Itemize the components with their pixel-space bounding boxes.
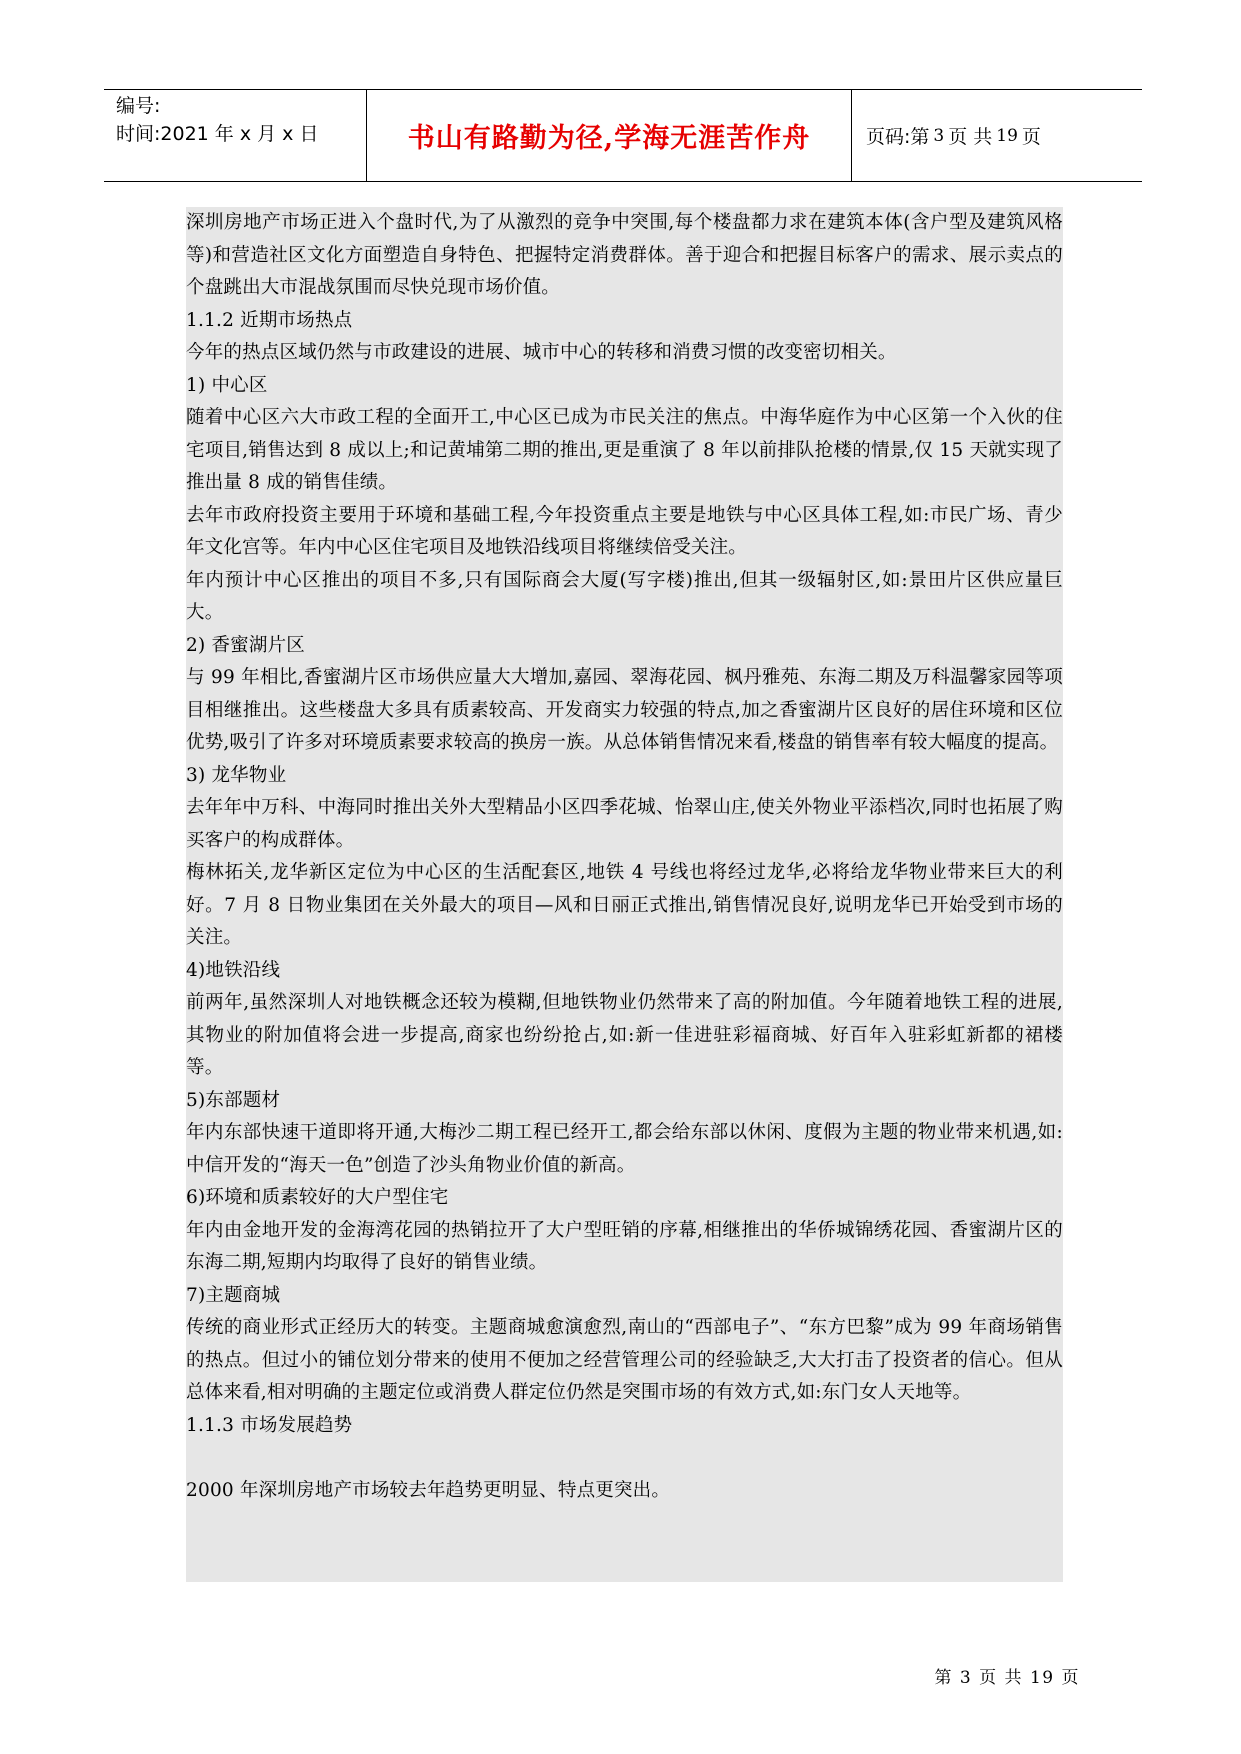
paragraph: 2000 年深圳房地产市场较去年趋势更明显、特点更突出。 [186, 1479, 671, 1501]
document-time-label: 时间:2021 年 x 月 x 日 [116, 123, 319, 145]
section-heading: 1.1.2 近期市场热点 [186, 309, 353, 331]
subsection-heading: 7)主题商城 [186, 1284, 281, 1306]
document-body [186, 207, 1063, 1582]
header-meta [104, 90, 367, 181]
paragraph: 去年年中万科、中海同时推出关外大型精品小区四季花城、怡翠山庄,使关外物业平添档次,同时也拓展了购买客户的构成群体。 [186, 797, 1063, 851]
document-number-label: 编号: [116, 95, 161, 117]
page-suffix: 页 [1021, 126, 1041, 148]
subsection-heading: 3) 龙华物业 [186, 764, 287, 786]
header-motto: 书山有路勤为径,学海无涯苦作舟 [407, 123, 811, 154]
subsection-heading: 1) 中心区 [186, 374, 268, 396]
subsection-heading: 5)东部题材 [186, 1089, 281, 1111]
paragraph: 今年的热点区域仍然与市政建设的进展、城市中心的转移和消费习惯的改变密切相关。 [186, 342, 897, 363]
header-motto-cell [367, 90, 852, 181]
page-header [104, 89, 1142, 182]
page-current: 3 [933, 125, 945, 146]
paragraph: 年内预计中心区推出的项目不多,只有国际商会大厦(写字楼)推出,但其一级辐射区,如:景田片区供应量巨大。 [186, 569, 1063, 623]
page-footer: 第 3 页 共 19 页 [934, 1668, 1080, 1688]
page-mid: 页 共 [948, 126, 993, 148]
page-total: 19 [996, 125, 1018, 146]
paragraph: 梅林拓关,龙华新区定位为中心区的生活配套区,地铁 4 号线也将经过龙华,必将给龙华物业带来巨大的利好。7 月 8 日物业集团在关外最大的项目—风和日丽正式推出,销售情况良好,说明龙华已开始受到市场的关注。 [186, 862, 1063, 948]
subsection-heading: 6)环境和质素较好的大户型住宅 [186, 1187, 449, 1208]
blank-line [186, 1442, 1063, 1475]
header-page-info [852, 90, 1142, 181]
paragraph: 深圳房地产市场正进入个盘时代,为了从激烈的竞争中突围,每个楼盘都力求在建筑本体(含户型及建筑风格等)和营造社区文化方面塑造自身特色、把握特定消费群体。善于迎合和把握目标客户的需求、展示卖点的个盘跳出大市混战氛围而尽快兑现市场价值。 [186, 212, 1063, 298]
paragraph: 前两年,虽然深圳人对地铁概念还较为模糊,但地铁物业仍然带来了高的附加值。今年随着地铁工程的进展,其物业的附加值将会进一步提高,商家也纷纷抢占,如:新一佳进驻彩福商城、好百年入驻彩虹新都的裙楼等。 [186, 992, 1063, 1078]
paragraph: 年内东部快速干道即将开通,大梅沙二期工程已经开工,都会给东部以休闲、度假为主题的物业带来机遇,如:中信开发的“海天一色”创造了沙头角物业价值的新高。 [186, 1122, 1063, 1176]
section-heading: 1.1.3 市场发展趋势 [186, 1414, 353, 1436]
paragraph: 去年市政府投资主要用于环境和基础工程,今年投资重点主要是地铁与中心区具体工程,如:市民广场、青少年文化宫等。年内中心区住宅项目及地铁沿线项目将继续倍受关注。 [186, 504, 1063, 558]
subsection-heading: 2) 香蜜湖片区 [186, 634, 305, 656]
paragraph: 传统的商业形式正经历大的转变。主题商城愈演愈烈,南山的“西部电子”、“东方巴黎”成为 99 年商场销售的热点。但过小的铺位划分带来的使用不便加之经营管理公司的经验缺乏,大大打击了投资者的信心。但从总体来看,相对明确的主题定位或消费人群定位仍然是突围市场的有效方式,如:东门女人天地等。 [186, 1317, 1063, 1403]
page-prefix: 页码:第 [866, 126, 930, 148]
paragraph: 年内由金地开发的金海湾花园的热销拉开了大户型旺销的序幕,相继推出的华侨城锦绣花园、香蜜湖片区的东海二期,短期内均取得了良好的销售业绩。 [186, 1219, 1063, 1273]
paragraph: 随着中心区六大市政工程的全面开工,中心区已成为市民关注的焦点。中海华庭作为中心区第一个入伙的住宅项目,销售达到 8 成以上;和记黄埔第二期的推出,更是重演了 8 年以前排队抢楼的情景,仅 15 天就实现了推出量 8 成的销售佳绩。 [186, 407, 1063, 493]
paragraph: 与 99 年相比,香蜜湖片区市场供应量大大增加,嘉园、翠海花园、枫丹雅苑、东海二期及万科温馨家园等项目相继推出。这些楼盘大多具有质素较高、开发商实力较强的特点,加之香蜜湖片区良好的居住环境和区位优势,吸引了许多对环境质素要求较高的换房一族。从总体销售情况来看,楼盘的销售率有较大幅度的提高。 [186, 667, 1063, 753]
subsection-heading: 4)地铁沿线 [186, 959, 281, 981]
